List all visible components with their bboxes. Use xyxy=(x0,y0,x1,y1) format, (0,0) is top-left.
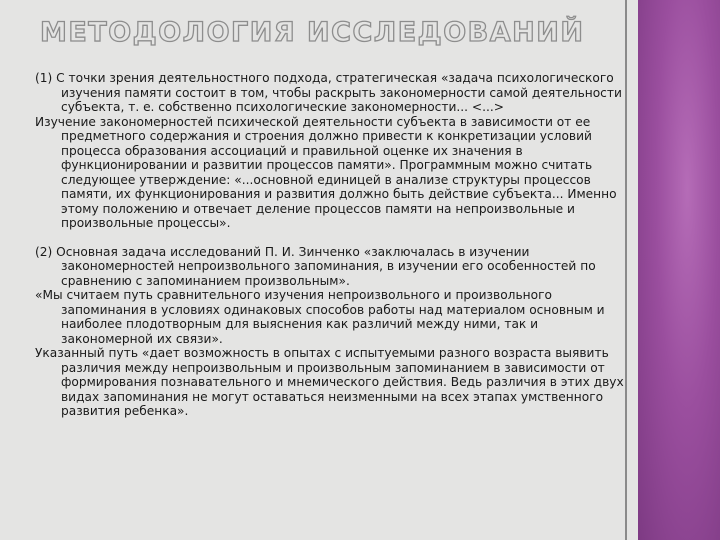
paragraph-2: Изучение закономерностей психической деятельности субъекта в зависимости от ее предметного содержания и строения должно привести к конкретизации условий процесса образования ассоциаций и правильной оценке их значения в функционировании и развитии процессов памяти». Программным можно считать следующее утверждение: «...основной единицей в анализе структуры процессов памяти, их функционирования и развития должно быть действие субъекта... Именно этому положению и отвечает деление процессов памяти на непроизвольные и произвольные процессы». xyxy=(35,114,617,230)
paragraph-4: «Мы считаем путь сравнительного изучения непроизвольного и произвольного запоминания в условиях одинаковых способов работы над материалом основным и наиболее плодотворным для выяснения как различий между ними, так и закономерной их связи». xyxy=(35,288,605,346)
accent-side-panel xyxy=(638,0,720,540)
paragraph-5: Указанный путь «дает возможность в опытах с испытуемыми разного возраста выявить различия между непроизвольным и произвольным запоминанием в зависимости от формирования познавательного и мнемического действия. Ведь различия в этих двух видах запоминания не могут оставаться неизменными на всех этапах умственного развития ребенка». xyxy=(35,346,624,418)
slide-body xyxy=(35,71,631,419)
paragraph-1: (1) С точки зрения деятельностного подхода, стратегическая «задача психологического изучения памяти состоит в том, чтобы раскрыть закономерности самой деятельности субъекта, т. е. собственно психологические закономерности... <...> xyxy=(35,71,622,114)
slide-title: МЕТОДОЛОГИЯ ИССЛЕДОВАНИЙ xyxy=(40,17,585,48)
paragraph-3: (2) Основная задача исследований П. И. Зинченко «заключалась в изучении закономерностей непроизвольного запоминания, в изучении его особенностей по сравнению с запоминанием произвольным». xyxy=(35,244,596,288)
